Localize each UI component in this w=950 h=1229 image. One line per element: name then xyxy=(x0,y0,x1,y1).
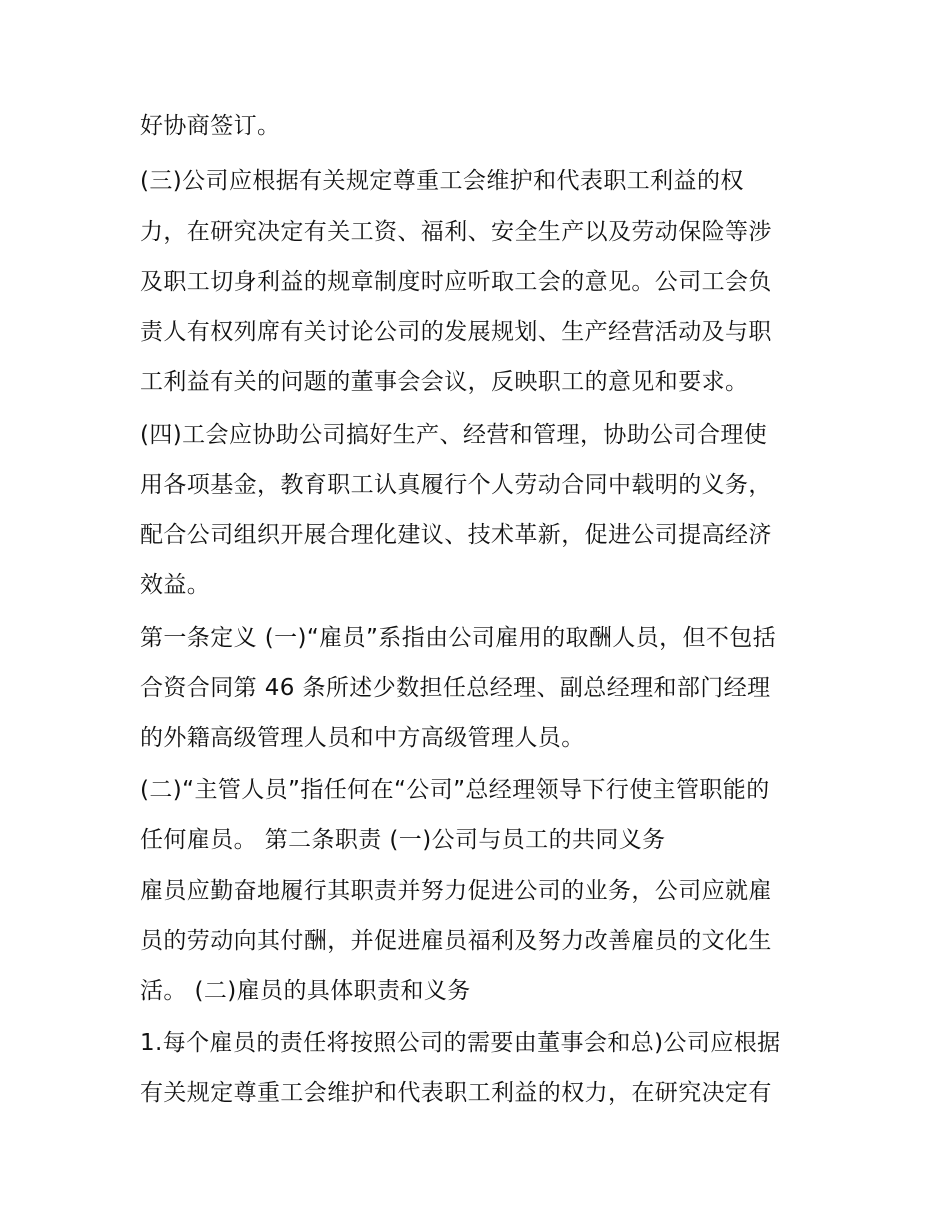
text-line: 活。 (二)雇员的具体职责和义务 xyxy=(140,978,471,1004)
text-line: 第一条定义 (一)“雇员”系指由公司雇用的取酬人员，但不包括 xyxy=(140,625,777,651)
text-line: 1.每个雇员的责任将按照公司的需要由董事会和总)公司应根据 xyxy=(140,1030,781,1056)
text-line: (三)公司应根据有关规定尊重工会维护和代表职工利益的权 xyxy=(140,168,744,194)
text-line: 配合公司组织开展合理化建议、技术革新，促进公司提高经济 xyxy=(140,522,772,548)
text-line: 责人有权列席有关讨论公司的发展规划、生产经营活动及与职 xyxy=(140,319,772,345)
text-line: 员的劳动向其付酬，并促进雇员福利及努力改善雇员的文化生 xyxy=(140,928,772,954)
text-line: 及职工切身利益的规章制度时应听取工会的意见。公司工会负 xyxy=(140,269,772,295)
text-line: 用各项基金，教育职工认真履行个人劳动合同中载明的义务， xyxy=(140,472,772,498)
text-line: 工利益有关的问题的董事会会议，反映职工的意见和要求。 xyxy=(140,369,749,395)
text-line: 合资合同第 46 条所述少数担任总经理、副总经理和部门经理 xyxy=(140,675,771,701)
text-line: 好协商签订。 xyxy=(140,113,281,139)
text-line: 的外籍高级管理人员和中方高级管理人员。 xyxy=(140,725,585,751)
text-line: 力，在研究决定有关工资、福利、安全生产以及劳动保险等涉 xyxy=(140,219,772,245)
text-line: 有关规定尊重工会维护和代表职工利益的权力，在研究决定有 xyxy=(140,1080,772,1106)
text-line: 任何雇员。 第二条职责 (一)公司与员工的共同义务 xyxy=(140,827,666,853)
text-line: (二)“主管人员”指任何在“公司”总经理领导下行使主管职能的 xyxy=(140,777,770,803)
text-line: 效益。 xyxy=(140,572,211,598)
text-line: (四)工会应协助公司搞好生产、经营和管理，协助公司合理使 xyxy=(140,422,768,448)
text-line: 雇员应勤奋地履行其职责并努力促进公司的业务，公司应就雇 xyxy=(140,878,772,904)
